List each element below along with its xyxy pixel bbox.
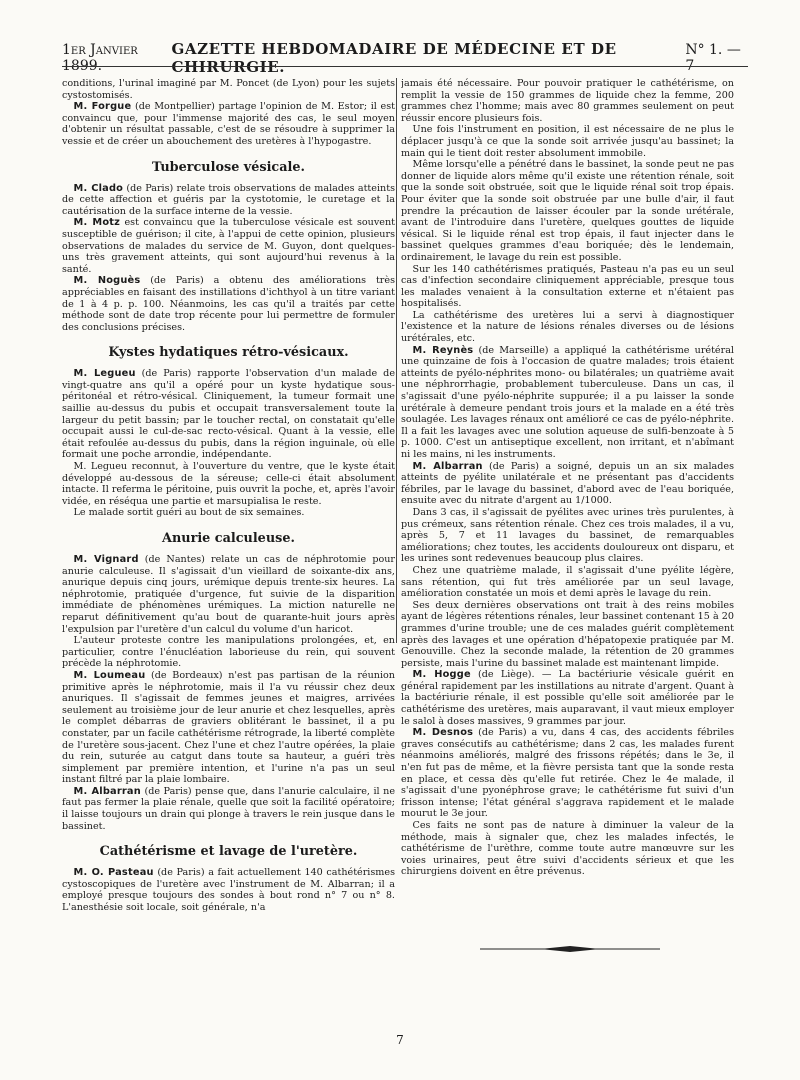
paragraph: M. Reynès (de Marseille) a appliqué la cathétérisme urétéral une quinzaine de fois à l'occasion de quatre malades; trois étaient atteints de pyélo-néphrites mono- ou bilatérales; un quatrième avait une néphrorrhagie, probablement tuberculeuse. Dans un cas, il s'agissait d'une pyélo-néphrite suppurée; il a pu laisser la sonde urétérale à demeure pendant trois jours et la malade en a été très soulagée. Les lavages rénaux ont amélioré ce cas de pyélo-néphrite. Il a fait les lavages avec une solution aqueuse de sulfi-benzoate à 5 p. 1000. C'est un antiseptique excellent, non irritant, et n'abîmant ni les mains, ni les instruments. [401, 344, 734, 460]
speaker-name: M. Hogge [412, 669, 471, 681]
journal-title: GAZETTE HEBDOMADAIRE DE MÉDECINE ET DE CHIRURGIE. [171, 40, 617, 76]
speaker-name: M. Vignard [73, 554, 139, 565]
paragraph: La cathétérisme des uretères lui a servi à diagnostiquer l'existence et la nature de lésions rénales diverses ou de lésions urétérales, etc. [401, 309, 734, 345]
section-heading: Tuberculose vésicale. [152, 159, 305, 175]
paragraph: M. Legueu reconnut, à l'ouverture du ventre, que le kyste était développé au-dessous de la séreuse; celle-ci était absolument intacte. Il referma le péritoine, puis ouvrit la poche, et, après l'avoir vidée, en réséqua une partie et marsupialisa le reste. [62, 461, 395, 507]
paragraph: jamais été nécessaire. Pour pouvoir pratiquer le cathétérisme, on remplit la vessie de 150 grammes de liquide chez la femme, 200 grammes chez l'homme; mais avec 80 grammes seulement on peut réussir encore plusieurs fois. [401, 78, 734, 124]
speaker-name: M. Clado [73, 182, 124, 194]
section-heading: Cathétérisme et lavage de l'uretère. [99, 844, 358, 860]
paragraph: conditions, l'urinal imaginé par M. Poncet (de Lyon) pour les sujets cystostomisés. [62, 78, 395, 101]
paragraph: Même lorsqu'elle a pénétré dans le bassinet, la sonde peut ne pas donner de liquide alors même qu'il existe une rétention rénale, soit que la sonde soit obstruée, soit que le liquide rénal soit trop épais. Pour éviter que la sonde soit obstruée par une bulle d'air, il faut prendre la précaution de laisser écouler par la sonde urétérale, avant de l'introduire dans l'uretère, quelques gouttes de liquide vésical. Si le liquide rénal est trop épais, il faut injecter dans le bassinet quelques grammes d'eau boriquée; dès le lendemain, ordinairement, le lavage du rein est possible. [401, 159, 734, 263]
issue-number: N° 1. — 7 [685, 42, 741, 74]
paragraph: Dans 3 cas, il s'agissait de pyélites avec urines très purulentes, à pus crémeux, sans rétention rénale. Chez ces trois malades, il a vu, après 5, 7 et 11 lavages du bassinet, de remarquables améliorations; chez toutes, les accidents douloureux ont disparu, et les urines sont redevenues beaucoup plus claires. [401, 506, 734, 565]
paragraph: M. Vignard (de Nantes) relate un cas de néphrotomie pour anurie calculeuse. Il s'agissait d'un vieillard de soixante-dix ans, anurique depuis cinq jours, urémique depuis trente-six heures. La néphrotomie, pratiquée d'urgence, fut suivie de la disparition immédiate de phénomènes urémiques. La miction naturelle ne reparut définitivement qu'au bout de quarante-huit jours après l'expulsion par l'uretère d'un calcul du volume d'un haricot. [62, 554, 395, 635]
left-column [62, 78, 395, 1058]
paragraph: M. Legueu (de Paris) rapporte l'observation d'un malade de vingt-quatre ans qu'il a opéré pour un kyste hydatique sous-péritonéal et rétro-vésical. Cliniquement, la tumeur formait une saillie au-dessus du pubis et occupait transversalement toute la largeur du petit bassin; par le toucher rectal, on constatait qu'elle occupait aussi le cul-de-sac recto-vésical. Quant à la vessie, elle était refoulée au-dessus du pubis, dans la région inguinale, où elle formait une poche arrondie, indépendante. [62, 368, 395, 461]
speaker-name: M. Loumeau [73, 669, 146, 681]
section-heading: Anurie calculeuse. [162, 531, 295, 546]
page-number: 7 [396, 1033, 404, 1047]
paragraph: L'auteur proteste contre les manipulations prolongées, et, en particulier, contre l'énucléation laborieuse du rein, qui souvent précède la néphrotomie. [62, 635, 395, 670]
speaker-name: M. Desnos [412, 727, 474, 739]
paragraph: M. Forgue (de Montpellier) partage l'opinion de M. Estor; il est convaincu que, pour l'immense majorité des cas, le seul moyen d'obtenir un résultat passable, c'est de se résoudre à supprimer la vessie et de créer un abouchement des uretères à l'hypogastre. [62, 101, 395, 147]
header-rule [62, 66, 748, 67]
section-heading: Kystes hydatiques rétro-vésicaux. [108, 345, 349, 361]
end-ornament-icon [480, 945, 660, 953]
header-date: 1er Janvier 1899. [62, 42, 138, 74]
paragraph: M. Albarran (de Paris) a soigné, depuis un an six malades atteints de pyélite unilatérale et ne présentant pas d'accidents fébriles, par le lavage du bassinet, d'abord avec de l'eau boriquée, ensuite avec du nitrate d'argent au 1/1000. [401, 460, 734, 507]
paragraph: Ces faits ne sont pas de nature à diminuer la valeur de la méthode, mais à signaler que, chez les malades infectés, le cathétérisme de l'urèthre, comme toute autre manœuvre sur les voies urinaires, peut être suivi d'accidents sérieux et que les chirurgiens doivent en être prévenus. [401, 820, 734, 878]
speaker-name: M. Forgue [73, 101, 132, 113]
speaker-name: M. Motz [73, 217, 121, 229]
paragraph: M. O. Pasteau (de Paris) a fait actuellement 140 cathétérismes cystoscopiques de l'uretère avec l'instrument de M. Albarran; il a employé presque toujours des sondes à bout rond n° 7 ou n° 8. L'anesthésie soit locale, soit générale, n'a [62, 867, 395, 914]
paragraph: M. Motz est convaincu que la tuberculose vésicale est souvent susceptible de guérison; il cite, à l'appui de cette opinion, plusieurs observations de malades du service de M. Guyon, dont quelques-uns très gravement atteints, qui sont aujourd'hui revenus à la santé. [62, 217, 395, 275]
speaker-name: M. Noguès [73, 275, 141, 287]
paragraph: M. Hogge (de Liège). — La bactériurie vésicale guérit en général rapidement par les instillations au nitrate d'argent. Quant à la bactériurie rénale, il est possible qu'elle soit améliorée par le cathétérisme des uretères, mais auparavant, il vaut mieux employer le salol à doses massives, 9 grammes par jour. [401, 669, 734, 727]
right-column [401, 78, 734, 1058]
column-divider [396, 78, 397, 643]
speaker-name: M. Albarran [73, 785, 141, 797]
running-header [62, 40, 748, 76]
paragraph: Sur les 140 cathétérismes pratiqués, Pasteau n'a pas eu un seul cas d'infection secondaire cliniquement appréciable, presque tous les malades venaient à la consultation externe et n'étaient pas hospitalisés. [401, 263, 734, 310]
speaker-name: M. O. Pasteau [73, 867, 154, 879]
speaker-name: M. Legueu [73, 368, 136, 380]
paragraph: M. Clado (de Paris) relate trois observations de malades atteints de cette affection et guéris par la cystotomie, le curetage et la cautérisation de la surface interne de la vessie. [62, 182, 395, 217]
paragraph: Le malade sortit guéri au bout de six semaines. [73, 507, 305, 519]
speaker-name: M. Albarran [412, 460, 483, 472]
paragraph: Ses deux dernières observations ont trait à des reins mobiles ayant de légères rétentions rénales, leur bassinet contenant 15 à 20 grammes d'urine trouble; une de ces malades guérit complètement après des lavages et une opération d'hépatopexie pratiquée par M. Genouville. Chez la seconde malade, la rétention de 20 grammes persiste, mais l'urine du bassinet malade est maintenant limpide. [401, 599, 734, 669]
paragraph: M. Noguès (de Paris) a obtenu des améliorations très appréciables en faisant des instillations d'ichthyol à un titre variant de 1 à 4 p. p. 100. Néanmoins, les cas qu'il a traités par cette méthode sont de date trop récente pour lui permettre de formuler des conclusions précises. [62, 275, 395, 333]
paragraph: M. Loumeau (de Bordeaux) n'est pas partisan de la réunion primitive après le néphrotomie, mais il l'a vu réussir chez deux anuriques. Il s'agissait de femmes jeunes et maigres, arrivées seulement au troisième jour de leur anurie et chez lesquelles, après le complet débarras de graviers oblitérant le bassinet, il a pu constater, par un facile cathétérisme rétrograde, la liberté complète de l'uretère sous-jacent. Chez l'une et chez l'autre opérées, la plaie du rein, suturée au catgut dans toute sa hauteur, a guéri très simplement par première intention, et l'urine n'a pas un seul instant filtré par la plaie lombaire. [62, 669, 395, 786]
speaker-name: M. Reynès [412, 344, 474, 356]
paragraph: Chez une quatrième malade, il s'agissait d'une pyélite légère, sans rétention, qui fut très améliorée par un seul lavage, amélioration constatée un mois et demi après le lavage du rein. [401, 564, 734, 600]
paragraph: M. Desnos (de Paris) a vu, dans 4 cas, des accidents fébriles graves consécutifs au cathétérisme; dans 2 cas, les malades furent néanmoins améliorés, malgré des frissons répétés; dans le 3e, il n'en fut pas de même, et la fièvre persista tant que la sonde resta en place, et cessa dès qu'elle fut retirée. Chez le 4e malade, il s'agissait d'une pyonéphrose grave; le cathétérisme fut suivi d'un frisson intense; l'état général s'aggrava rapidement et le malade mourut le 3e jour. [401, 727, 734, 820]
paragraph: Une fois l'instrument en position, il est nécessaire de ne plus le déplacer jusqu'à ce que la sonde soit arrivée jusqu'au bassinet; la main qui le tient doit rester absolument immobile. [401, 124, 734, 159]
paragraph: M. Albarran (de Paris) pense que, dans l'anurie calculaire, il ne faut pas fermer la plaie rénale, quelle que soit la facilité opératoire; il laisse toujours un drain qui plonge à travers le rein jusque dans le bassinet. [62, 785, 395, 832]
